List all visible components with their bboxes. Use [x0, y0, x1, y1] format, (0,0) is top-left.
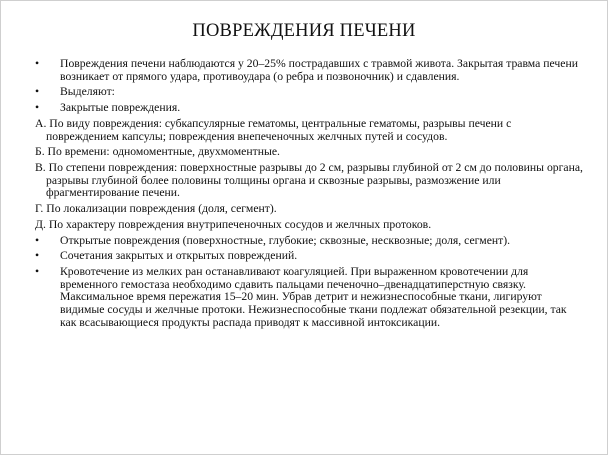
list-item [35, 266, 583, 329]
paragraph-text: Открытые повреждения (поверхностные, глубокие; сквозные, несквозные; доля, сегмент). [60, 233, 511, 247]
classification-item: Б. По времени: одномоментные, двухмоментные. [35, 145, 280, 159]
bullet-icon: • [35, 57, 40, 70]
bullet-icon: • [35, 265, 40, 279]
slide-title: ПОВРЕЖДЕНИЯ ПЕЧЕНИ [192, 21, 416, 41]
list-item [35, 102, 583, 115]
paragraph-text: Закрытые повреждения. [60, 101, 181, 115]
paragraph-text: Выделяют: [60, 85, 115, 99]
bullet-icon: • [35, 85, 40, 99]
list-item [35, 235, 583, 248]
list-item [35, 250, 583, 263]
classification-item: В. По степени повреждения: поверхностные разрывы до 2 см, разрывы глубиной от 2 см до половины органа, разрывы глубиной более половины толщины органа и сквозные разрывы, размозжение или фрагментирование печени. [35, 161, 583, 200]
slide-body [35, 58, 583, 332]
paragraph-text: Кровотечение из мелких ран останавливают коагуляцией. При выраженном кровотечении для временного гемостаза необходимо сдавить пальцами печеночно–двенадцатиперстную связку. Максимальное время пережатия 15–20 мин. Убрав детрит и нежизнеспособные ткани, лигируют видимые сосуды и желчные протоки. Нежизнеспособные ткани подлежат обязательной резекции, так как всасывающиеся продукты распада приводят к массивной интоксикации. [60, 265, 567, 329]
classification-item: Д. По характеру повреждения внутрипеченочных сосудов и желчных протоков. [35, 217, 432, 231]
list-item [35, 58, 583, 83]
paragraph-text: Повреждения печени наблюдаются у 20–25% пострадавших с травмой живота. Закрытая травма печени возникает от прямого удара, противоудара (о ребра и позвоночник) и сдавления. [60, 57, 578, 83]
bullet-icon: • [35, 233, 40, 247]
list-item [35, 86, 583, 99]
paragraph-text: Сочетания закрытых и открытых повреждений. [60, 249, 298, 263]
bullet-icon: • [35, 249, 40, 263]
classification-item: Г. По локализации повреждения (доля, сегмент). [35, 202, 277, 216]
classification-item: А. По виду повреждения: субкапсулярные гематомы, центральные гематомы, разрывы печени с повреждением капсулы; повреждения внепеченочных желчных путей и сосудов. [35, 116, 512, 143]
bullet-icon: • [35, 101, 40, 115]
